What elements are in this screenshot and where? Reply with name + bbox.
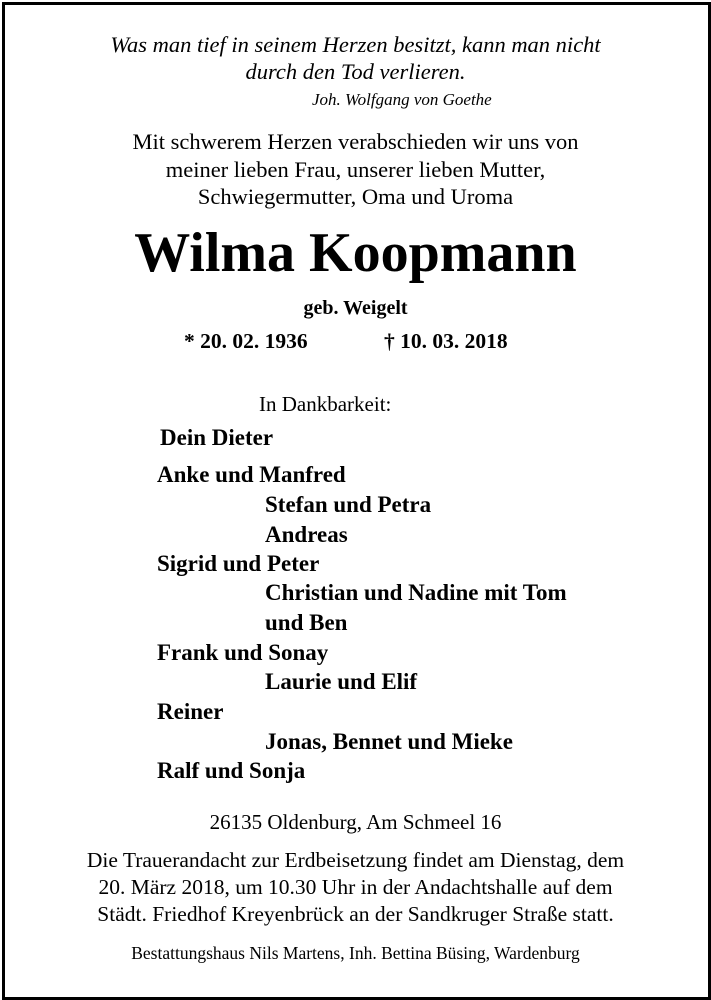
birth-date: * 20. 02. 1936: [184, 329, 308, 353]
death-date: † 10. 03. 2018: [384, 329, 508, 353]
mourner-line: Andreas: [265, 522, 348, 547]
quote-line-2: durch den Tod verlieren.: [245, 59, 466, 84]
mourner-line: Laurie und Elif: [265, 669, 418, 694]
quote-author: Joh. Wolfgang von Goethe: [312, 90, 492, 109]
service-notice-line-2: 20. März 2018, um 10.30 Uhr in der Andachtshalle auf dem: [98, 875, 613, 899]
intro-line-1: Mit schwerem Herzen verabschieden wir uns von: [132, 129, 579, 154]
mourner-line: Dein Dieter: [160, 425, 274, 450]
mourner-line: Reiner: [157, 699, 224, 724]
mourner-line: Ralf und Sonja: [157, 758, 306, 783]
mourner-line: Stefan und Petra: [265, 492, 432, 517]
address: 26135 Oldenburg, Am Schmeel 16: [209, 810, 502, 834]
mourner-line: Jonas, Bennet und Mieke: [265, 729, 513, 754]
thanks-label: In Dankbarkeit:: [259, 392, 392, 416]
service-notice-line-1: Die Trauerandacht zur Erdbeisetzung findet am Dienstag, dem: [86, 848, 625, 872]
mourner-line: Anke und Manfred: [157, 462, 346, 487]
mourner-line: Sigrid und Peter: [157, 551, 320, 576]
mourner-line: Frank und Sonay: [157, 640, 329, 665]
service-notice-line-3: Städt. Friedhof Kreyenbrück an der Sandkruger Straße statt.: [97, 902, 614, 926]
undertaker: Bestattungshaus Nils Martens, Inh. Bettina Büsing, Wardenburg: [131, 943, 580, 963]
mourner-line: und Ben: [265, 610, 348, 635]
mourner-line: Christian und Nadine mit Tom: [265, 580, 567, 605]
maiden-name: geb. Weigelt: [303, 297, 408, 319]
intro-line-2: meiner lieben Frau, unserer lieben Mutter,: [165, 157, 546, 182]
deceased-name: Wilma Koopmann: [134, 222, 577, 284]
quote-line-1: Was man tief in seinem Herzen besitzt, kann man nicht: [110, 32, 601, 57]
intro-line-3: Schwiegermutter, Oma und Uroma: [197, 184, 514, 209]
